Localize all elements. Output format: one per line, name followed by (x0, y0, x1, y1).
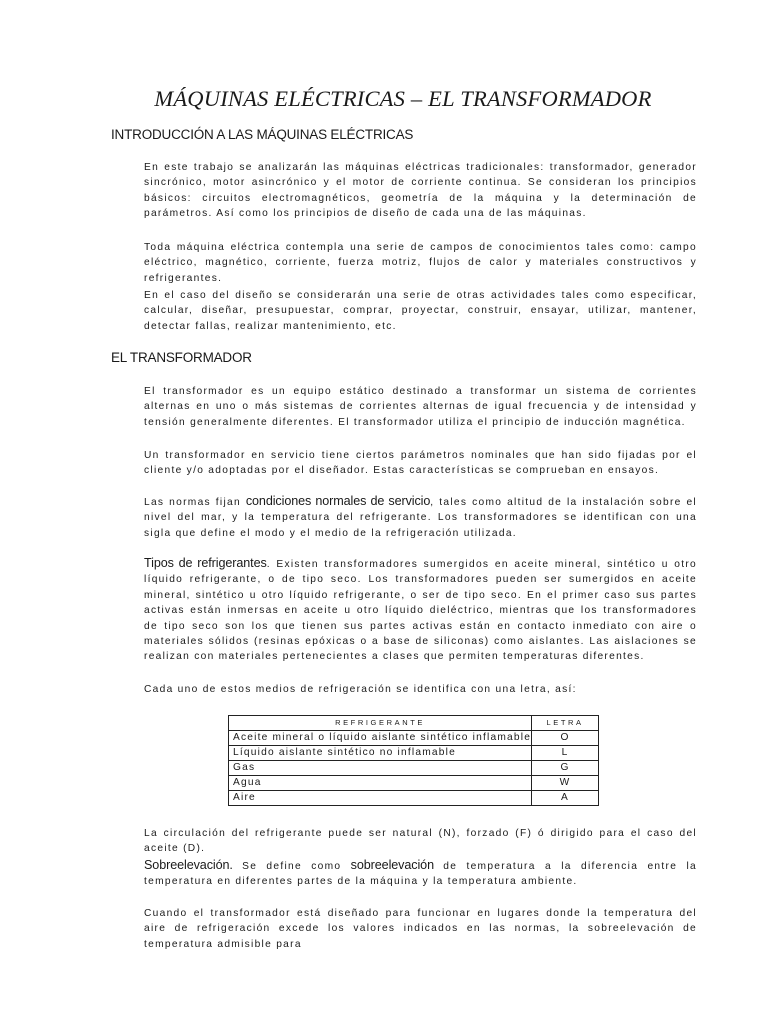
table-header-letra: LETRA (532, 716, 599, 731)
table-cell-letra: G (532, 761, 599, 776)
table-cell-refrigerante: Aceite mineral o líquido aislante sintético inflamable (229, 731, 532, 746)
refrigerant-table (228, 715, 599, 806)
sobreelevacion-body: de temperatura a la diferencia entre la temperatura en diferentes partes de la máquina y la temperatura ambiente. (144, 861, 697, 888)
table-cell-letra: O (532, 731, 599, 746)
paragraph-sobreelevacion (144, 858, 697, 890)
table-row (229, 731, 599, 746)
table-cell-refrigerante: Líquido aislante sintético no inflamable (229, 746, 532, 761)
paragraph-trafo-3-intro: Las normas fijan (144, 497, 246, 508)
table-header-row (229, 716, 599, 731)
paragraph-trafo-2: Un transformador en servicio tiene ciertos parámetros nominales que han sido fijadas por el cliente y/o adoptadas por el diseñador. Estas características se comprueban en ensayos. (144, 450, 697, 477)
table-row (229, 746, 599, 761)
paragraph-tipos-refrigerantes (144, 556, 697, 665)
table-header-refrigerante: REFRIGERANTE (229, 716, 532, 731)
table-cell-letra: A (532, 791, 599, 806)
paragraph-trafo-3 (144, 494, 697, 541)
table-cell-letra: W (532, 776, 599, 791)
paragraph-intro-2: Toda máquina eléctrica contempla una serie de campos de conocimientos tales como: campo eléctrico, magnético, corriente, fuerza motriz, flujos de calor y materiales constructivos y refrigerantes. (144, 242, 697, 284)
heading-transformador: EL TRANSFORMADOR (111, 350, 252, 365)
table-row (229, 776, 599, 791)
condiciones-normales-term: condiciones normales de servicio (245, 494, 431, 508)
sobreelevacion-intro: Se define como (232, 861, 351, 872)
tipos-refrigerantes-heading: Tipos de refrigerantes (144, 556, 267, 570)
paragraph-trafo-5: Cada uno de estos medios de refrigeración se identifica con una letra, así: (144, 684, 577, 695)
table-cell-refrigerante: Aire (229, 791, 532, 806)
paragraph-trafo-3-body: , tales como altitud de la instalación sobre el nivel del mar, y la temperatura del refrigerante. Los transformadores se identifican con una sigla que define el modo y el medio de la refrigeración utilizada. (144, 497, 697, 539)
sobreelevacion-heading: Sobreelevación. (144, 858, 233, 872)
tipos-refrigerantes-body: . Existen transformadores sumergidos en aceite mineral, sintético u otro líquido refrigerante, o de tipo seco. Los transformadores pueden ser sumergidos en aceite mineral, sintético u otro líquido refrigerante, o ser de tipo seco. En el primer caso sus partes activas están inmersas en aceite u otro líquido dieléctrico, mientras que los transformadores de tipo seco son los que tienen sus partes activas están en contacto inmediato con aire o materiales sólidos (resinas epóxicas o a base de siliconas) como aislantes. Las aislaciones se realizan con materiales pertenecientes a clases que permiten temperaturas diferentes. (144, 559, 697, 663)
table-cell-refrigerante: Gas (229, 761, 532, 776)
table-row (229, 761, 599, 776)
paragraph-intro-1: En este trabajo se analizarán las máquinas eléctricas tradicionales: transformador, generador sincrónico, motor asincrónico y el motor de corriente continua. Se consideran los principios básicos: circuitos electromagnéticos, geometría de la máquina y la determinación de parámetros. Así como los principios de diseño de cada una de las máquinas. (144, 162, 697, 220)
paragraph-circulacion: La circulación del refrigerante puede ser natural (N), forzado (F) ó dirigido para el caso del aceite (D). (144, 828, 697, 855)
heading-introduccion: INTRODUCCIÓN A LAS MÁQUINAS ELÉCTRICAS (111, 127, 414, 142)
document-title: MÁQUINAS ELÉCTRICAS – EL TRANSFORMADOR (154, 86, 652, 111)
table-cell-letra: L (532, 746, 599, 761)
table-cell-refrigerante: Agua (229, 776, 532, 791)
table-row (229, 791, 599, 806)
paragraph-intro-3: En el caso del diseño se considerarán una serie de otras actividades tales como especificar, calcular, diseñar, presupuestar, comprar, proyectar, construir, ensayar, utilizar, mantener, detectar fallas, realizar mantenimiento, etc. (144, 290, 697, 332)
paragraph-trafo-8: Cuando el transformador está diseñado para funcionar en lugares donde la temperatura del aire de refrigeración excede los valores indicados en las normas, la sobreelevación de temperatura admisible para (144, 908, 697, 950)
paragraph-trafo-1: El transformador es un equipo estático destinado a transformar un sistema de corrientes alternas en uno o más sistemas de corrientes alternas de igual frecuencia y de intensidad y tensión generalmente diferentes. El transformador utiliza el principio de inducción magnética. (144, 386, 697, 428)
sobreelevacion-term: sobreelevación (350, 858, 434, 872)
